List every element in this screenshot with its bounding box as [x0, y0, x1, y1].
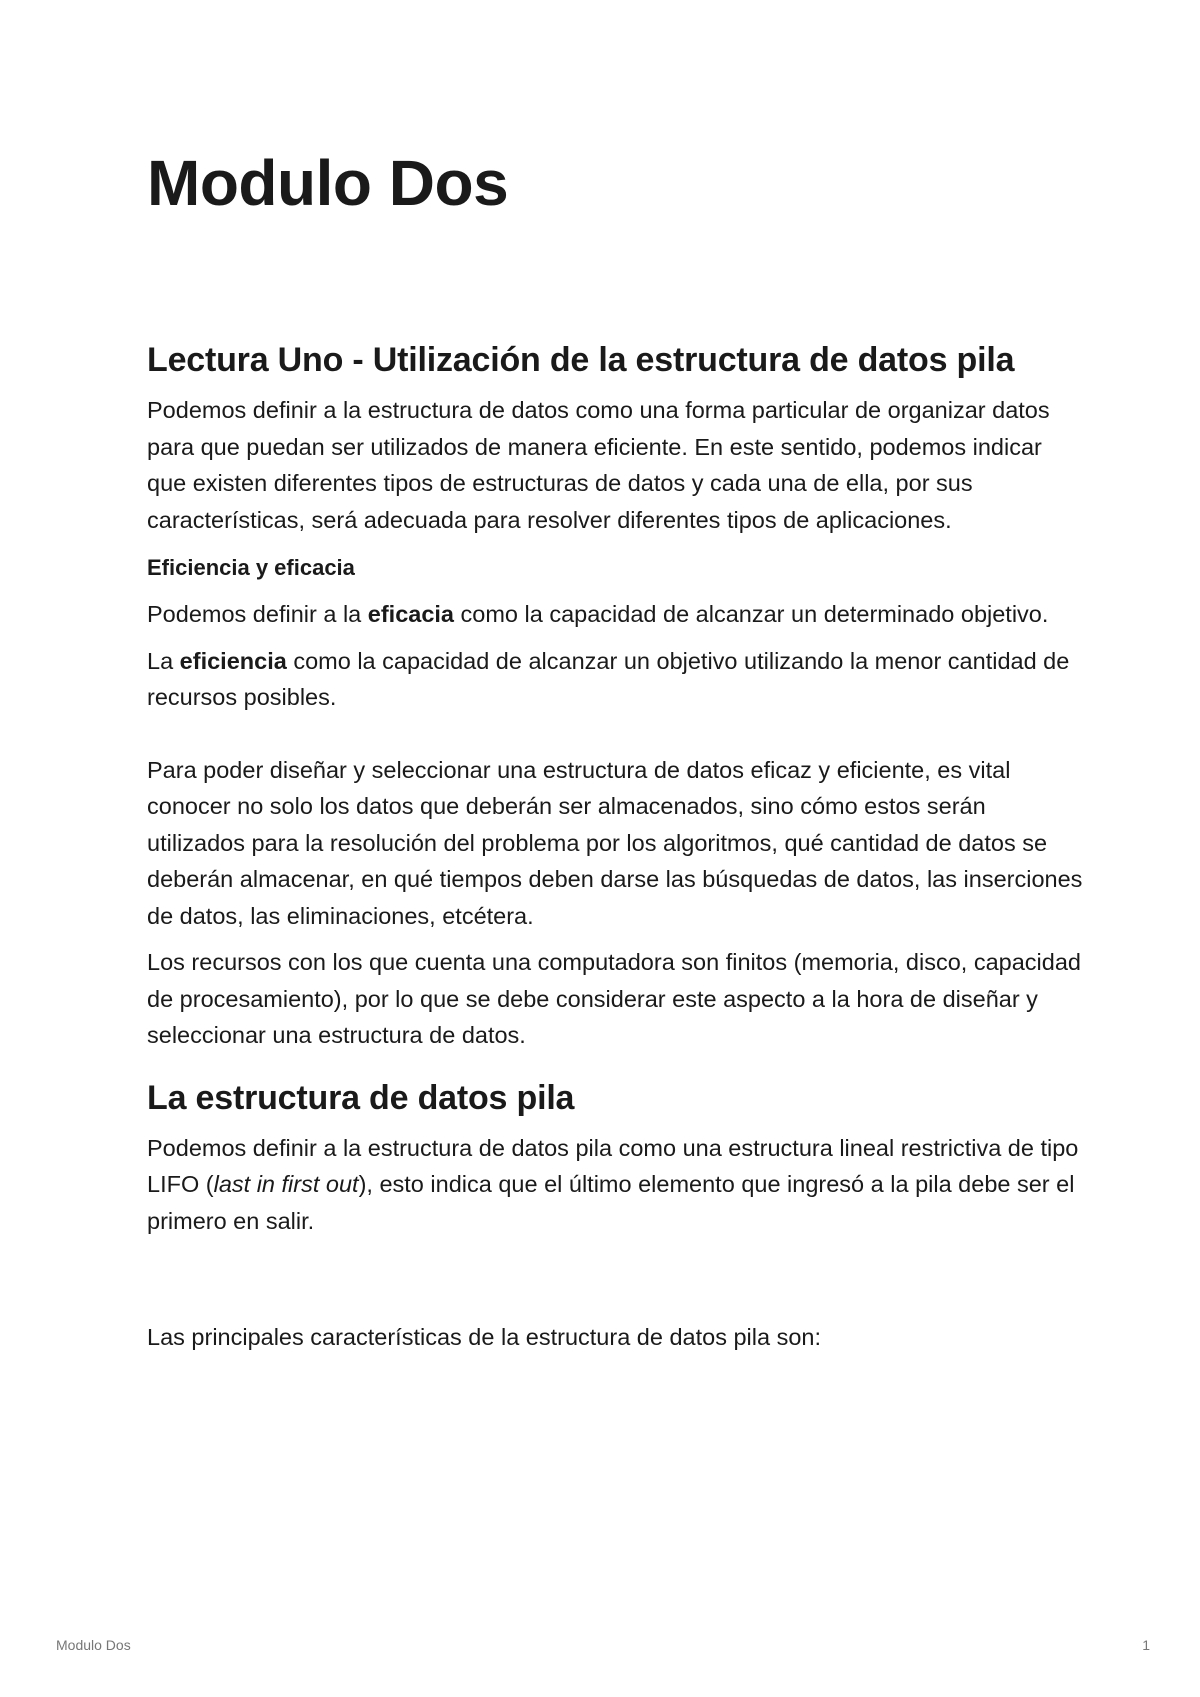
- subheading-eficiencia-eficacia: Eficiencia y eficacia: [147, 555, 355, 580]
- document-body: [147, 338, 1087, 1356]
- eficacia-text-pre: Podemos definir a la: [147, 601, 368, 627]
- footer-page-number: 1: [1142, 1637, 1150, 1653]
- intro-paragraph: Podemos definir a la estructura de datos como una forma particular de organizar datos para que puedan ser utilizados de manera eficiente. En este sentido, podemos indicar que existen diferentes tipos de estructuras de datos y cada una de ella, por sus características, será adecuada para resolver diferentes tipos de aplicaciones.: [147, 397, 1050, 533]
- design-paragraph: Para poder diseñar y seleccionar una estructura de datos eficaz y eficiente, es vital conocer no solo los datos que deberán ser almacenados, sino cómo estos serán utilizados para la resolución del problema por los algoritmos, qué cantidad de datos se deberán almacenar, en qué tiempos deben darse las búsquedas de datos, las inserciones de datos, las eliminaciones, etcétera.: [147, 756, 1083, 929]
- pila-definition-post: ), esto indica que el último elemento que ingresó a la pila debe ser el primero en salir.: [147, 1171, 1075, 1234]
- eficacia-paragraph: [147, 596, 1087, 633]
- section-heading-lectura-uno: Lectura Uno - Utilización de la estructura de datos pila: [147, 341, 1015, 379]
- document-title: Modulo Dos: [147, 147, 509, 219]
- eficiencia-paragraph: [147, 643, 1087, 716]
- lifo-expansion: last in first out: [213, 1171, 359, 1197]
- eficiencia-text-pre: La: [147, 647, 180, 674]
- eficacia-text-post: como la capacidad de alcanzar un determinado objetivo.: [454, 601, 1049, 627]
- eficiencia-text-post: como la capacidad de alcanzar un objetivo utilizando la menor cantidad de recursos posibles.: [147, 647, 1070, 710]
- section-heading-pila: La estructura de datos pila: [147, 1078, 575, 1117]
- footer-document-title: Modulo Dos: [56, 1637, 131, 1653]
- eficiencia-term: eficiencia: [179, 647, 287, 674]
- eficacia-term: eficacia: [367, 601, 454, 627]
- pila-definition-paragraph: [147, 1130, 1087, 1240]
- features-intro-paragraph: Las principales características de la estructura de datos pila son:: [147, 1324, 822, 1350]
- pila-definition-pre: Podemos definir a la estructura de datos pila como una estructura lineal restrictiva de tipo LIFO (: [147, 1134, 1079, 1197]
- resources-paragraph: Los recursos con los que cuenta una computadora son finitos (memoria, disco, capacidad de procesamiento), por lo que se debe considerar este aspecto a la hora de diseñar y seleccionar una estructura de datos.: [147, 949, 1081, 1048]
